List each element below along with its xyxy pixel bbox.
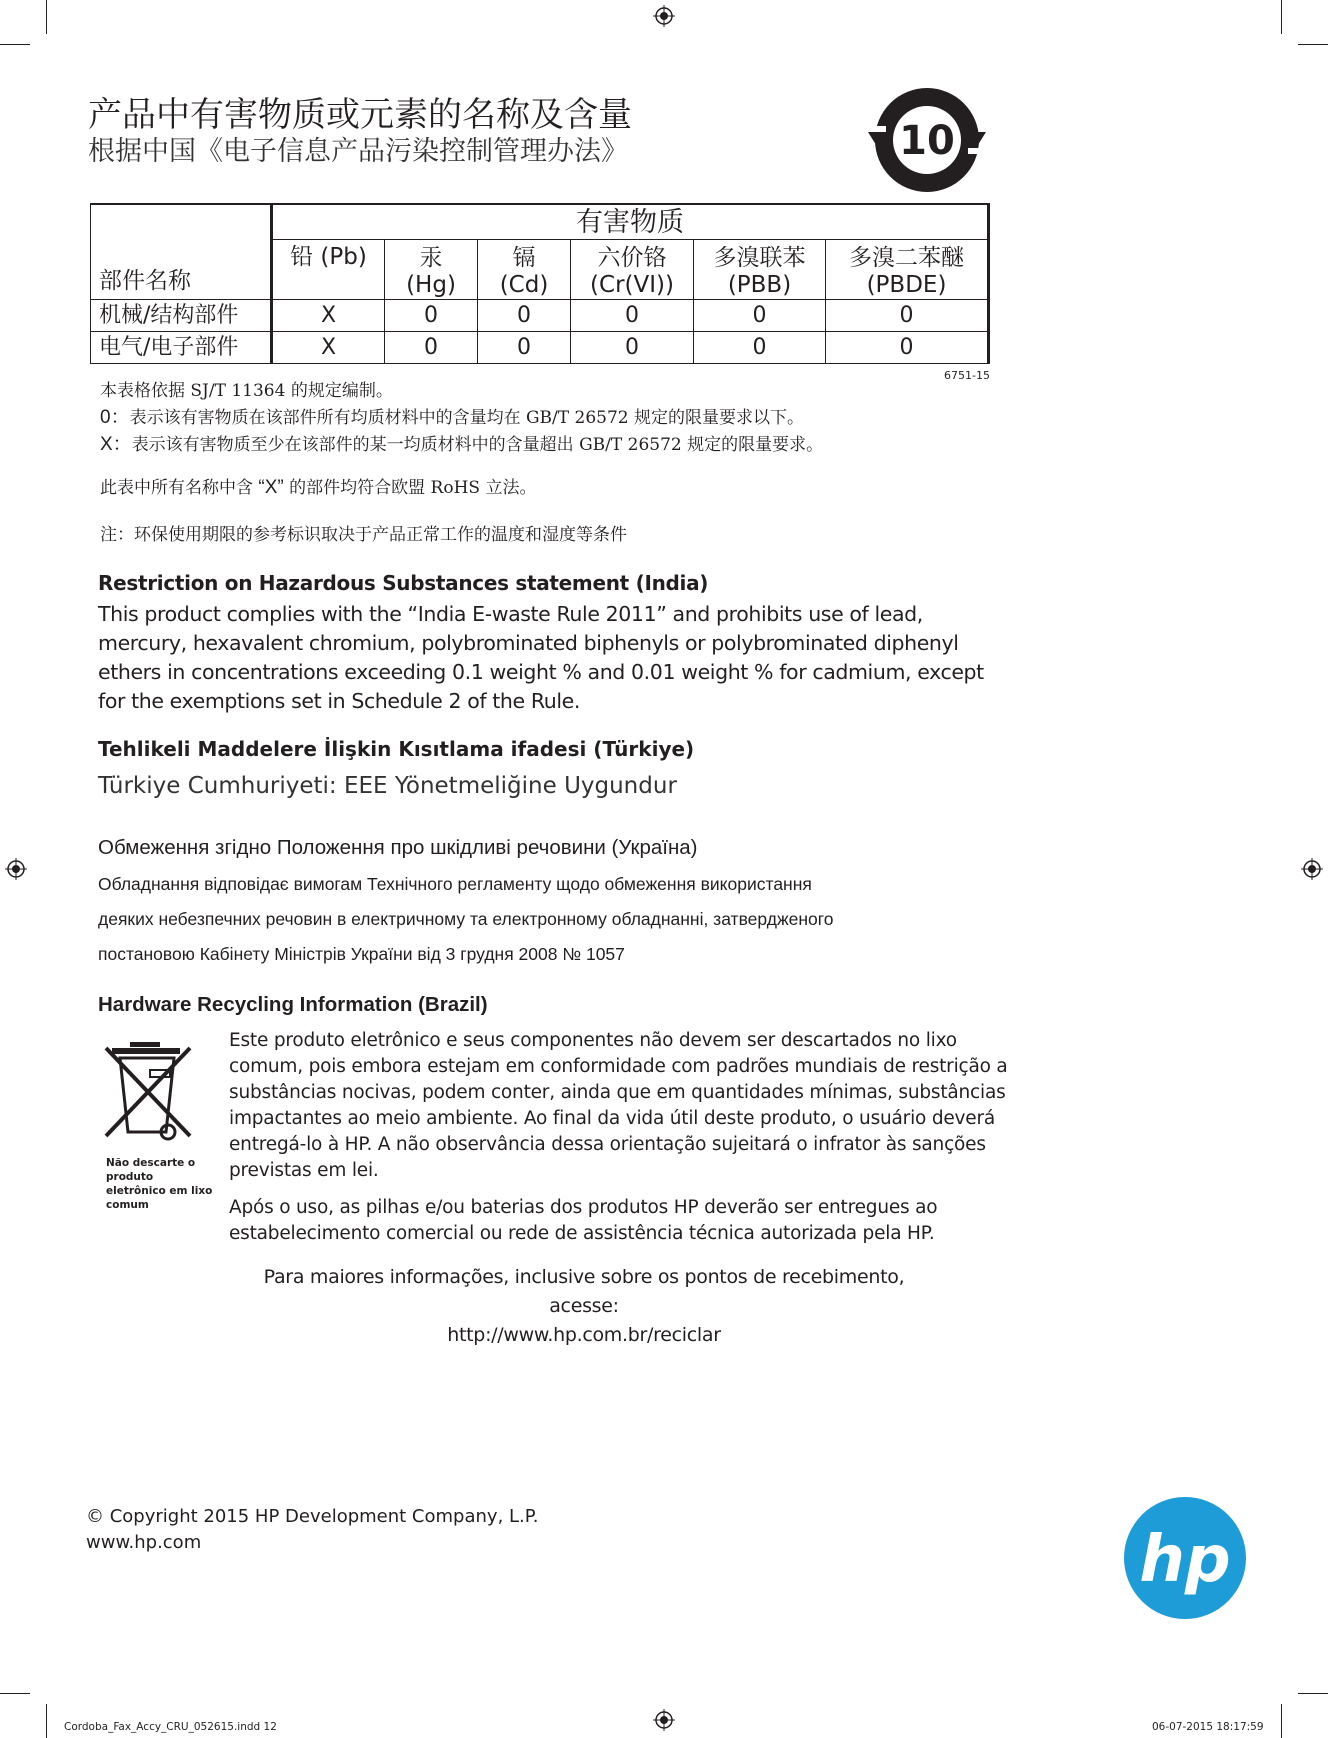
crossed-out-bin-icon [100,1036,210,1146]
substance-header: 多溴二苯醚 (PBDE) [826,240,989,300]
brazil-paragraph: Após o uso, as pilhas e/ou baterias dos produtos HP deverão ser entregues ao estabelecimento comercial ou rede de assistência técnica autorizada pela HP. [229,1197,938,1244]
crop-mark [0,44,30,45]
crop-mark [46,0,47,34]
brazil-heading: Hardware Recycling Information (Brazil) [98,993,488,1016]
hazardous-substances-header: 有害物质 [272,204,989,240]
note-x-mark: X： [100,434,132,455]
more-info [229,1263,939,1350]
table-cell: 0 [826,300,989,332]
registration-mark-icon [5,858,27,880]
ukraine-body-line: постановою Кабінету Міністрів України від 3 грудня 2008 № 1057 [98,944,625,964]
table-cell: 0 [571,300,694,332]
table-cell: 0 [571,332,694,364]
ukraine-body-line: деяких небезпечних речовин в електричному та електронному обладнанні, затвердженого [98,909,834,929]
table-row [91,300,989,332]
hp-logo-icon [1124,1497,1246,1619]
substance-header: 多溴联苯 (PBB) [694,240,826,300]
crop-mark [1281,1704,1282,1738]
cn-rohs-title: 产品中有害物质或元素的名称及含量 [88,95,632,135]
note-eu [100,477,536,499]
file-name: Cordoba_Fax_Accy_CRU_052615.indd 12 [64,1721,277,1733]
substance-header: 汞 (Hg) [385,240,478,300]
note-o [100,407,804,429]
crop-mark [1298,44,1328,45]
table-cell-part: 机械/结构部件 [91,300,272,332]
more-info-text: Para maiores informações, inclusive sobre os pontos de recebimento, acesse: [263,1266,905,1317]
turkey-body: Türkiye Cumhuriyeti: EEE Yönetmeliğine Uygundur [98,773,677,799]
registration-mark-icon [1301,858,1323,880]
part-name-header: 部件名称 [91,204,272,300]
note-eu-post: 的部件均符合欧盟 RoHS 立法。 [283,478,537,498]
timestamp: 06-07-2015 18:17:59 [1152,1721,1264,1733]
table-row [91,332,989,364]
copyright-block [86,1504,539,1556]
ukraine-body-line: Обладнання відповідає вимогам Технічного регламенту щодо обмеження використання [98,874,812,894]
hp-logo-text: hp [1139,1523,1231,1597]
figure-id: 6751-15 [944,369,990,382]
turkey-heading: Tehlikeli Maddelere İlişkin Kısıtlama ifadesi (Türkiye) [98,737,695,761]
crop-mark [0,1693,30,1694]
crop-mark [1281,0,1282,34]
cn-rohs-subtitle: 根据中国《电子信息产品污染控制管理办法》 [88,136,628,167]
note-basis: 本表格依据 SJ/T 11364 的规定编制。 [100,381,393,401]
period-logo-number: 10 [899,118,955,164]
table-cell: 0 [694,300,826,332]
copyright: © Copyright 2015 HP Development Company, L.P. [86,1506,539,1527]
table-cell: 0 [385,332,478,364]
note-eu-pre: 此表中所有名称中含 [100,478,259,498]
note-x [100,434,823,456]
table-cell: 0 [385,300,478,332]
crop-mark [46,1704,47,1738]
substance-header: 铅 (Pb) [272,240,385,300]
substance-header: 六价铬 (Cr(VI)) [571,240,694,300]
crop-mark [1298,1693,1328,1694]
table-cell: X [272,332,385,364]
note-o-mark: 0： [100,407,130,428]
note-o-text: 表示该有害物质在该部件所有均质材料中的含量均在 GB/T 26572 规定的限量要求以下。 [129,408,805,428]
registration-mark-icon [653,5,675,27]
environment-protection-period-icon [866,82,988,198]
registration-mark-icon [653,1709,675,1731]
substance-header: 镉 (Cd) [478,240,571,300]
table-cell-part: 电气/电子部件 [91,332,272,364]
hazardous-substances-table [90,203,990,364]
note-period: 注：环保使用期限的参考标识取决于产品正常工作的温度和湿度等条件 [100,525,627,545]
website-link[interactable]: www.hp.com [86,1532,202,1553]
ukraine-heading: Обмеження згідно Положення про шкідливі речовини (Україна) [98,836,698,859]
table-cell: 0 [826,332,989,364]
table-cell: 0 [478,332,571,364]
recycling-link[interactable]: http://www.hp.com.br/reciclar [447,1324,721,1346]
table-cell: 0 [694,332,826,364]
table-cell: 0 [478,300,571,332]
bin-caption: Não descarte o produto eletrônico em lixo comum [106,1157,213,1211]
note-eu-mark: “X” [258,477,284,498]
india-body: This product complies with the “India E-waste Rule 2011” and prohibits use of lead, mercury, hexavalent chromium, polybrominated biphenyls or polybrominated diphenyl ethers in concentrations exceeding 0.1 weight % and 0.01 weight % for cadmium, except for the exemptions set in Schedule 2 of the Rule. [98,602,984,713]
brazil-paragraph: Este produto eletrônico e seus componentes não devem ser descartados no lixo comum, pois embora estejam em conformidade com padrões mundiais de restrição a substâncias nocivas, podem conter, ainda que em quantidades mínimas, substâncias impactantes ao meio ambiente. Ao final da vida útil deste produto, o usuário deverá entregá-lo à HP. A não observância dessa orientação sujeitará o infrator às sanções previstas em lei. [229,1030,1008,1181]
note-x-text: 表示该有害物质至少在该部件的某一均质材料中的含量超出 GB/T 26572 规定的限量要求。 [131,435,824,455]
india-heading: Restriction on Hazardous Substances statement (India) [98,571,709,595]
table-cell: X [272,300,385,332]
